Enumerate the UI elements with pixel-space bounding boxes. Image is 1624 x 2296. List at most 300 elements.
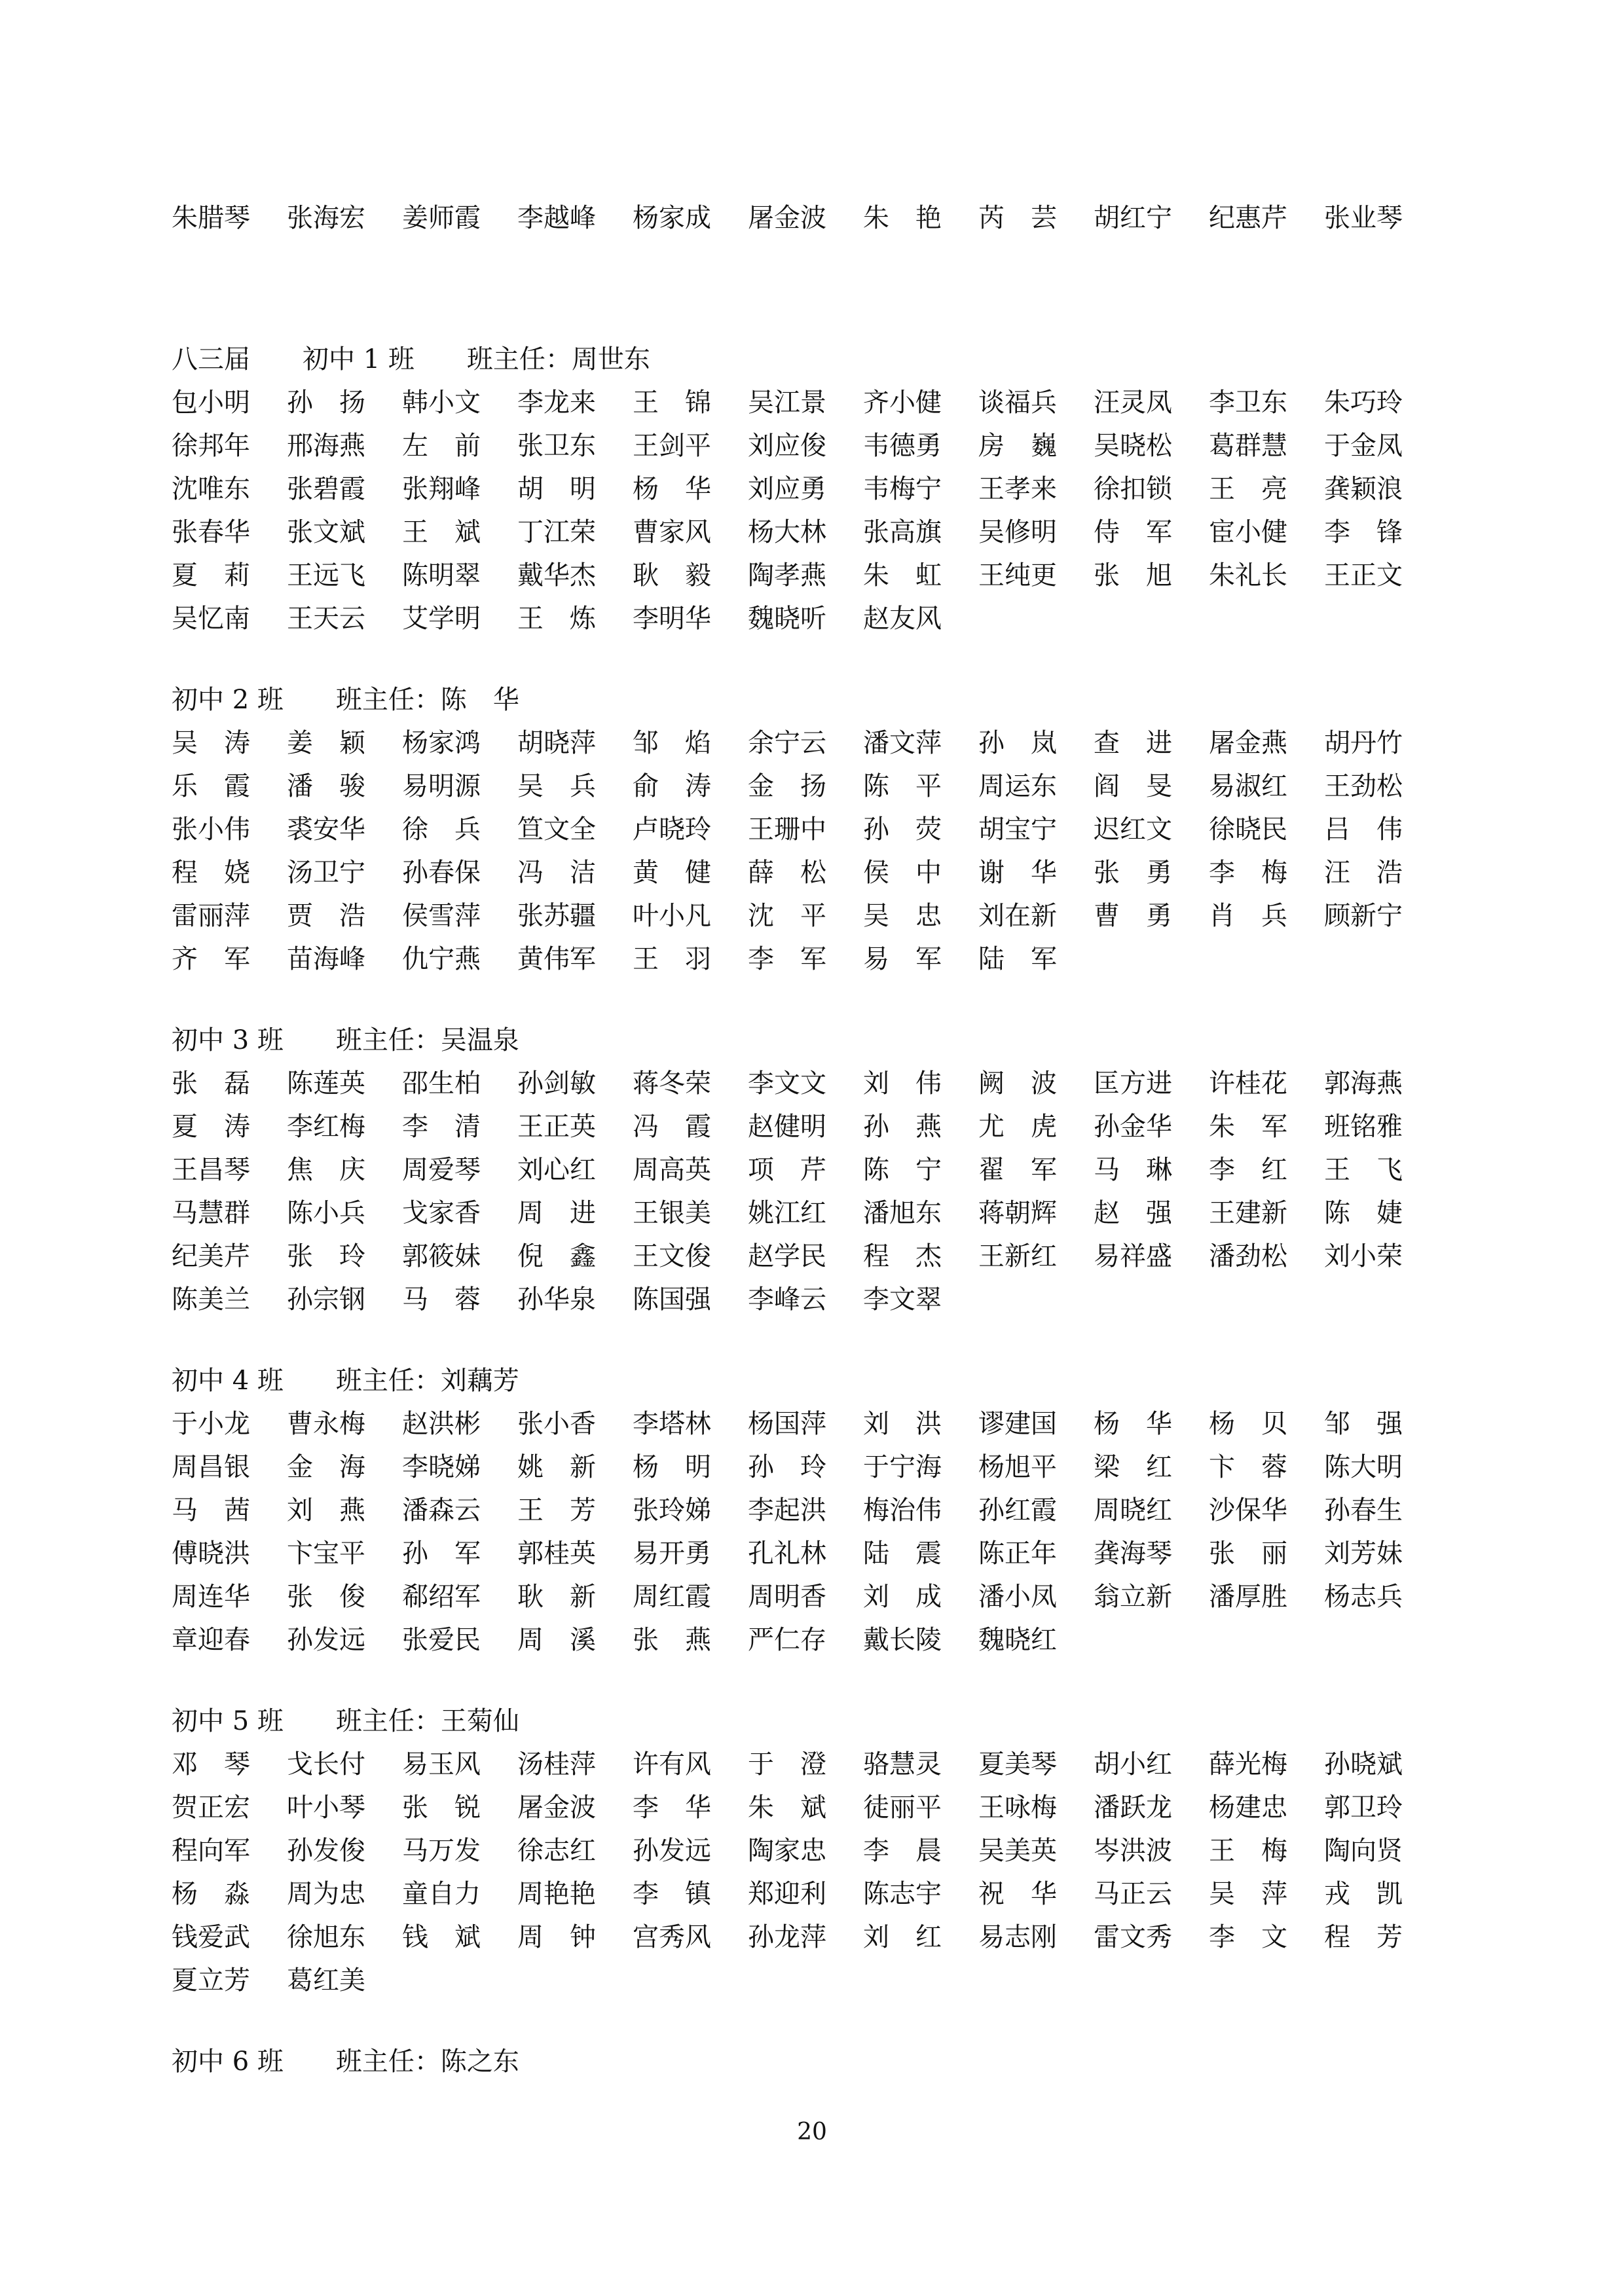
student-name: 薛 松 bbox=[748, 858, 826, 888]
student-name: 戈长付 bbox=[287, 1749, 365, 1779]
student-name: 梅治伟 bbox=[863, 1495, 942, 1525]
student-name: 孙发俊 bbox=[287, 1836, 365, 1866]
student-name: 朱腊琴 bbox=[172, 203, 250, 233]
student-name: 易淑红 bbox=[1209, 771, 1287, 801]
student-name: 王文俊 bbox=[633, 1241, 711, 1271]
student-name: 吴江景 bbox=[748, 388, 826, 418]
class-header bbox=[172, 338, 1429, 381]
student-name: 陶家忠 bbox=[748, 1836, 826, 1866]
student-name: 陶向贤 bbox=[1324, 1836, 1403, 1866]
student-name: 匡方进 bbox=[1094, 1068, 1172, 1099]
student-name: 左 前 bbox=[402, 431, 481, 461]
student-name: 孙龙萍 bbox=[748, 1922, 826, 1952]
student-name: 张小香 bbox=[517, 1409, 596, 1439]
student-name: 杨建忠 bbox=[1209, 1793, 1287, 1823]
student-name: 陈 婕 bbox=[1324, 1198, 1403, 1228]
student-name: 侯雪萍 bbox=[402, 901, 481, 931]
student-name: 徐邦年 bbox=[172, 431, 250, 461]
name-row bbox=[172, 721, 1429, 765]
name-row bbox=[172, 196, 1429, 240]
student-name: 冯 洁 bbox=[517, 858, 596, 888]
student-name: 张 丽 bbox=[1209, 1539, 1287, 1569]
student-name: 俞 涛 bbox=[633, 771, 711, 801]
student-name: 魏晓红 bbox=[978, 1625, 1057, 1655]
student-name: 程 杰 bbox=[863, 1241, 942, 1271]
student-name: 纪美芹 bbox=[172, 1241, 250, 1271]
student-name: 王 亮 bbox=[1209, 474, 1287, 504]
student-name: 吴美英 bbox=[978, 1836, 1057, 1866]
student-name: 沈 平 bbox=[748, 901, 826, 931]
student-name: 潘 骏 bbox=[287, 771, 365, 801]
student-name: 张卫东 bbox=[517, 431, 596, 461]
student-name: 徒丽平 bbox=[863, 1793, 942, 1823]
name-row bbox=[172, 1105, 1429, 1148]
student-name: 李 晨 bbox=[863, 1836, 942, 1866]
student-name: 王正文 bbox=[1324, 560, 1403, 591]
class-section bbox=[172, 1700, 1429, 2002]
student-name: 叶小凡 bbox=[633, 901, 711, 931]
student-name: 王银美 bbox=[633, 1198, 711, 1228]
student-name: 孙晓斌 bbox=[1324, 1749, 1403, 1779]
student-name: 王正英 bbox=[517, 1112, 596, 1142]
class-name: 初中 6 班 bbox=[172, 2047, 284, 2077]
student-name: 杨 淼 bbox=[172, 1879, 250, 1909]
student-name: 韩小文 bbox=[402, 388, 481, 418]
student-name: 杨 贝 bbox=[1209, 1409, 1287, 1439]
student-name: 程 芳 bbox=[1324, 1922, 1403, 1952]
homeroom-teacher: 班主任：周世东 bbox=[466, 344, 650, 374]
student-name: 张 磊 bbox=[172, 1068, 250, 1099]
student-name: 贺正宏 bbox=[172, 1793, 250, 1823]
student-name: 张 玲 bbox=[287, 1241, 365, 1271]
student-name: 李峰云 bbox=[748, 1285, 826, 1315]
student-name: 胡红宁 bbox=[1094, 203, 1172, 233]
name-row bbox=[172, 1062, 1429, 1105]
student-name: 吴 萍 bbox=[1209, 1879, 1287, 1909]
class-section bbox=[172, 678, 1429, 981]
student-name: 李 镇 bbox=[633, 1879, 711, 1909]
student-name: 易明源 bbox=[402, 771, 481, 801]
student-name: 杨 华 bbox=[633, 474, 711, 504]
student-name: 薛光梅 bbox=[1209, 1749, 1287, 1779]
student-name: 曹 勇 bbox=[1094, 901, 1172, 931]
student-name: 潘厚胜 bbox=[1209, 1582, 1287, 1612]
student-name: 李塔林 bbox=[633, 1409, 711, 1439]
student-name: 王 芳 bbox=[517, 1495, 596, 1525]
class-header bbox=[172, 1700, 1429, 1743]
student-name: 孙 燕 bbox=[863, 1112, 942, 1142]
student-name: 屠金波 bbox=[748, 203, 826, 233]
student-name: 陈小兵 bbox=[287, 1198, 365, 1228]
student-name: 齐 军 bbox=[172, 944, 250, 974]
student-name: 余宁云 bbox=[748, 728, 826, 758]
class-name: 初中 3 班 bbox=[172, 1025, 284, 1055]
student-name: 李 军 bbox=[748, 944, 826, 974]
student-name: 曹永梅 bbox=[287, 1409, 365, 1439]
student-name: 周艳艳 bbox=[517, 1879, 596, 1909]
student-name: 胡晓萍 bbox=[517, 728, 596, 758]
student-name: 王远飞 bbox=[287, 560, 365, 591]
student-name: 赵健明 bbox=[748, 1112, 826, 1142]
name-row bbox=[172, 1402, 1429, 1446]
student-name: 赵学民 bbox=[748, 1241, 826, 1271]
student-name: 潘文萍 bbox=[863, 728, 942, 758]
student-name: 项 芹 bbox=[748, 1155, 826, 1185]
student-name: 孙春生 bbox=[1324, 1495, 1403, 1525]
student-name: 戴华杰 bbox=[517, 560, 596, 591]
class-name: 初中 2 班 bbox=[172, 685, 284, 715]
student-name: 卞宝平 bbox=[287, 1539, 365, 1569]
student-name: 刘 红 bbox=[863, 1922, 942, 1952]
student-name: 李 梅 bbox=[1209, 858, 1287, 888]
student-name: 吴 忠 bbox=[863, 901, 942, 931]
student-name: 潘旭东 bbox=[863, 1198, 942, 1228]
student-name: 孔礼林 bbox=[748, 1539, 826, 1569]
student-name: 潘劲松 bbox=[1209, 1241, 1287, 1271]
name-row bbox=[172, 1532, 1429, 1575]
student-name: 葛红美 bbox=[287, 1965, 365, 1995]
student-name: 朱 军 bbox=[1209, 1112, 1287, 1142]
student-name: 杨旭平 bbox=[978, 1452, 1057, 1482]
section-gap bbox=[172, 1321, 1429, 1359]
class-header bbox=[172, 2040, 1429, 2083]
name-row bbox=[172, 1446, 1429, 1489]
student-name: 阎 旻 bbox=[1094, 771, 1172, 801]
student-name: 童自力 bbox=[402, 1879, 481, 1909]
student-name: 卞 蓉 bbox=[1209, 1452, 1287, 1482]
homeroom-teacher: 班主任：吴温泉 bbox=[335, 1025, 519, 1055]
student-name: 曹家风 bbox=[633, 517, 711, 547]
student-name: 马正云 bbox=[1094, 1879, 1172, 1909]
student-name: 潘小凤 bbox=[978, 1582, 1057, 1612]
student-name: 房 巍 bbox=[978, 431, 1057, 461]
student-name: 屠金燕 bbox=[1209, 728, 1287, 758]
student-name: 张 锐 bbox=[402, 1793, 481, 1823]
student-name: 徐志红 bbox=[517, 1836, 596, 1866]
student-name: 谈福兵 bbox=[978, 388, 1057, 418]
student-name: 陈莲英 bbox=[287, 1068, 365, 1099]
student-name: 朱 艳 bbox=[863, 203, 942, 233]
student-name: 陈志宇 bbox=[863, 1879, 942, 1909]
name-row bbox=[172, 467, 1429, 511]
student-name: 张玲娣 bbox=[633, 1495, 711, 1525]
student-name: 谢 华 bbox=[978, 858, 1057, 888]
student-name: 陈美兰 bbox=[172, 1285, 250, 1315]
student-name: 郭桂英 bbox=[517, 1539, 596, 1569]
name-row bbox=[172, 1575, 1429, 1618]
student-name: 周运东 bbox=[978, 771, 1057, 801]
name-row bbox=[172, 1235, 1429, 1278]
student-name: 胡小红 bbox=[1094, 1749, 1172, 1779]
student-name: 孙华泉 bbox=[517, 1285, 596, 1315]
student-name: 梁 红 bbox=[1094, 1452, 1172, 1482]
name-row bbox=[172, 894, 1429, 938]
student-name: 王 梅 bbox=[1209, 1836, 1287, 1866]
student-name: 王 炼 bbox=[517, 604, 596, 634]
student-name: 金 扬 bbox=[748, 771, 826, 801]
student-name: 胡宝宁 bbox=[978, 814, 1057, 845]
student-name: 张苏疆 bbox=[517, 901, 596, 931]
student-name: 于宁海 bbox=[863, 1452, 942, 1482]
student-name: 于小龙 bbox=[172, 1409, 250, 1439]
student-name: 王劲松 bbox=[1324, 771, 1403, 801]
student-name: 李文文 bbox=[748, 1068, 826, 1099]
student-name: 程向军 bbox=[172, 1836, 250, 1866]
student-name: 吴修明 bbox=[978, 517, 1057, 547]
student-name: 吴 兵 bbox=[517, 771, 596, 801]
student-name: 邢海燕 bbox=[287, 431, 365, 461]
name-row bbox=[172, 1959, 1429, 2002]
student-name: 李红梅 bbox=[287, 1112, 365, 1142]
student-name: 周明香 bbox=[748, 1582, 826, 1612]
student-name: 周 溪 bbox=[517, 1625, 596, 1655]
name-row bbox=[172, 1786, 1429, 1829]
student-name: 李 红 bbox=[1209, 1155, 1287, 1185]
student-name: 钱爱武 bbox=[172, 1922, 250, 1952]
student-name: 邹 焰 bbox=[633, 728, 711, 758]
student-name: 徐晓民 bbox=[1209, 814, 1287, 845]
student-name: 孙 玲 bbox=[748, 1452, 826, 1482]
homeroom-teacher: 班主任：陈 华 bbox=[335, 685, 519, 715]
student-name: 屠金波 bbox=[517, 1793, 596, 1823]
section-gap bbox=[172, 981, 1429, 1019]
student-name: 迟红文 bbox=[1094, 814, 1172, 845]
student-name: 杨 华 bbox=[1094, 1409, 1172, 1439]
student-name: 贾 浩 bbox=[287, 901, 365, 931]
student-name: 戎 凯 bbox=[1324, 1879, 1403, 1909]
student-name: 孙宗钢 bbox=[287, 1285, 365, 1315]
class-section bbox=[172, 338, 1429, 640]
student-name: 孙金华 bbox=[1094, 1112, 1172, 1142]
name-row bbox=[172, 938, 1429, 981]
student-name: 谬建国 bbox=[978, 1409, 1057, 1439]
student-name: 潘森云 bbox=[402, 1495, 481, 1525]
student-name: 张业琴 bbox=[1324, 203, 1403, 233]
name-row bbox=[172, 1872, 1429, 1916]
student-name: 章迎春 bbox=[172, 1625, 250, 1655]
student-name: 龚颖浪 bbox=[1324, 474, 1403, 504]
student-name: 易祥盛 bbox=[1094, 1241, 1172, 1271]
student-name: 周高英 bbox=[633, 1155, 711, 1185]
student-name: 汪灵凤 bbox=[1094, 388, 1172, 418]
student-name: 王咏梅 bbox=[978, 1793, 1057, 1823]
student-name: 张 俊 bbox=[287, 1582, 365, 1612]
student-name: 许桂花 bbox=[1209, 1068, 1287, 1099]
student-name: 张 勇 bbox=[1094, 858, 1172, 888]
student-name: 汪 浩 bbox=[1324, 858, 1403, 888]
student-name: 易志刚 bbox=[978, 1922, 1057, 1952]
cohort-label: 八三届 bbox=[172, 344, 250, 374]
student-name: 姚江红 bbox=[748, 1198, 826, 1228]
student-name: 刘芳妹 bbox=[1324, 1539, 1403, 1569]
student-name: 陈 平 bbox=[863, 771, 942, 801]
student-name: 胡 明 bbox=[517, 474, 596, 504]
student-name: 周 钟 bbox=[517, 1922, 596, 1952]
student-name: 徐 兵 bbox=[402, 814, 481, 845]
page-number: 20 bbox=[797, 2119, 827, 2145]
name-row bbox=[172, 765, 1429, 808]
student-name: 张 燕 bbox=[633, 1625, 711, 1655]
student-name: 张高旗 bbox=[863, 517, 942, 547]
student-name: 孙 扬 bbox=[287, 388, 365, 418]
student-name: 刘在新 bbox=[978, 901, 1057, 931]
student-name: 蒋朝辉 bbox=[978, 1198, 1057, 1228]
name-row bbox=[172, 1148, 1429, 1192]
section-gap bbox=[172, 1662, 1429, 1700]
student-name: 王 锦 bbox=[633, 388, 711, 418]
student-name: 齐小健 bbox=[863, 388, 942, 418]
student-name: 陈正年 bbox=[978, 1539, 1057, 1569]
student-name: 耿 新 bbox=[517, 1582, 596, 1612]
student-name: 周昌银 bbox=[172, 1452, 250, 1482]
student-name: 肖 兵 bbox=[1209, 901, 1287, 931]
student-name: 朱 虹 bbox=[863, 560, 942, 591]
student-name: 侯 中 bbox=[863, 858, 942, 888]
name-row bbox=[172, 597, 1429, 640]
student-name: 周红霞 bbox=[633, 1582, 711, 1612]
student-name: 张碧霞 bbox=[287, 474, 365, 504]
student-name: 张爱民 bbox=[402, 1625, 481, 1655]
student-name: 张小伟 bbox=[172, 814, 250, 845]
student-name: 岑洪波 bbox=[1094, 1836, 1172, 1866]
name-row bbox=[172, 1743, 1429, 1786]
student-name: 蒋冬荣 bbox=[633, 1068, 711, 1099]
student-name: 李越峰 bbox=[517, 203, 596, 233]
student-name: 徐旭东 bbox=[287, 1922, 365, 1952]
student-name: 陈明翠 bbox=[402, 560, 481, 591]
student-name: 马 蓉 bbox=[402, 1285, 481, 1315]
student-name: 张春华 bbox=[172, 517, 250, 547]
student-name: 郑迎利 bbox=[748, 1879, 826, 1909]
student-name: 孙发远 bbox=[633, 1836, 711, 1866]
student-name: 祝 华 bbox=[978, 1879, 1057, 1909]
student-name: 张 旭 bbox=[1094, 560, 1172, 591]
student-name: 杨志兵 bbox=[1324, 1582, 1403, 1612]
student-name: 沈唯东 bbox=[172, 474, 250, 504]
student-name: 刘 成 bbox=[863, 1582, 942, 1612]
student-name: 周爱琴 bbox=[402, 1155, 481, 1185]
student-name: 班铭雅 bbox=[1324, 1112, 1403, 1142]
student-name: 马 琳 bbox=[1094, 1155, 1172, 1185]
student-name: 戴长陵 bbox=[863, 1625, 942, 1655]
class-header bbox=[172, 1359, 1429, 1402]
student-name: 吴 涛 bbox=[172, 728, 250, 758]
student-name: 夏 涛 bbox=[172, 1112, 250, 1142]
student-name: 朱礼长 bbox=[1209, 560, 1287, 591]
name-row bbox=[172, 1916, 1429, 1959]
student-name: 刘小荣 bbox=[1324, 1241, 1403, 1271]
name-row bbox=[172, 1618, 1429, 1662]
student-name: 陶孝燕 bbox=[748, 560, 826, 591]
student-name: 王纯更 bbox=[978, 560, 1057, 591]
student-name: 雷文秀 bbox=[1094, 1922, 1172, 1952]
student-name: 李龙来 bbox=[517, 388, 596, 418]
student-name: 赵友风 bbox=[863, 604, 942, 634]
student-name: 严仁存 bbox=[748, 1625, 826, 1655]
student-name: 查 进 bbox=[1094, 728, 1172, 758]
roster-content bbox=[172, 196, 1429, 2083]
name-row bbox=[172, 511, 1429, 554]
student-name: 李 华 bbox=[633, 1793, 711, 1823]
student-name: 邹 强 bbox=[1324, 1409, 1403, 1439]
student-name: 许有风 bbox=[633, 1749, 711, 1779]
student-name: 胡丹竹 bbox=[1324, 728, 1403, 758]
name-row bbox=[172, 381, 1429, 424]
student-name: 李晓娣 bbox=[402, 1452, 481, 1482]
student-name: 张翔峰 bbox=[402, 474, 481, 504]
student-name: 杨大林 bbox=[748, 517, 826, 547]
student-name: 翟 军 bbox=[978, 1155, 1057, 1185]
student-name: 孙 岚 bbox=[978, 728, 1057, 758]
student-name: 王珊中 bbox=[748, 814, 826, 845]
student-name: 王新红 bbox=[978, 1241, 1057, 1271]
student-name: 赵 强 bbox=[1094, 1198, 1172, 1228]
student-name: 李 锋 bbox=[1324, 517, 1403, 547]
student-name: 吴晓松 bbox=[1094, 431, 1172, 461]
student-name: 刘 洪 bbox=[863, 1409, 942, 1439]
homeroom-teacher: 班主任：刘藕芳 bbox=[335, 1366, 519, 1396]
student-name: 沙保华 bbox=[1209, 1495, 1287, 1525]
student-name: 张海宏 bbox=[287, 203, 365, 233]
student-name: 李 清 bbox=[402, 1112, 481, 1142]
student-name: 刘 伟 bbox=[863, 1068, 942, 1099]
student-name: 葛群慧 bbox=[1209, 431, 1287, 461]
student-name: 吴忆南 bbox=[172, 604, 250, 634]
student-name: 易开勇 bbox=[633, 1539, 711, 1569]
student-name: 孙红霞 bbox=[978, 1495, 1057, 1525]
student-name: 姜师霞 bbox=[402, 203, 481, 233]
student-name: 马 茜 bbox=[172, 1495, 250, 1525]
student-name: 笪文全 bbox=[517, 814, 596, 845]
homeroom-teacher: 班主任：陈之东 bbox=[335, 2047, 519, 2077]
student-name: 阙 波 bbox=[978, 1068, 1057, 1099]
student-name: 马慧群 bbox=[172, 1198, 250, 1228]
student-name: 王 羽 bbox=[633, 944, 711, 974]
student-name: 郭筱妹 bbox=[402, 1241, 481, 1271]
name-row bbox=[172, 851, 1429, 894]
student-name: 孙 军 bbox=[402, 1539, 481, 1569]
class-section bbox=[172, 1359, 1429, 1662]
student-name: 骆慧灵 bbox=[863, 1749, 942, 1779]
student-name: 郭卫玲 bbox=[1324, 1793, 1403, 1823]
student-name: 李明华 bbox=[633, 604, 711, 634]
student-name: 仇宁燕 bbox=[402, 944, 481, 974]
student-name: 尤 虎 bbox=[978, 1112, 1057, 1142]
student-name: 吕 伟 bbox=[1324, 814, 1403, 845]
student-name: 刘 燕 bbox=[287, 1495, 365, 1525]
class-name: 初中 4 班 bbox=[172, 1366, 284, 1396]
student-name: 傅晓洪 bbox=[172, 1539, 250, 1569]
student-name: 裘安华 bbox=[287, 814, 365, 845]
student-name: 周连华 bbox=[172, 1582, 250, 1612]
homeroom-teacher: 班主任：王菊仙 bbox=[335, 1706, 519, 1736]
student-name: 于 澄 bbox=[748, 1749, 826, 1779]
student-name: 芮 芸 bbox=[978, 203, 1057, 233]
student-name: 李 文 bbox=[1209, 1922, 1287, 1952]
student-name: 龚海琴 bbox=[1094, 1539, 1172, 1569]
student-name: 周 进 bbox=[517, 1198, 596, 1228]
student-name: 朱 斌 bbox=[748, 1793, 826, 1823]
student-name: 王 斌 bbox=[402, 517, 481, 547]
student-name: 陈大明 bbox=[1324, 1452, 1403, 1482]
student-name: 孙 荧 bbox=[863, 814, 942, 845]
name-row bbox=[172, 554, 1429, 597]
student-name: 翁立新 bbox=[1094, 1582, 1172, 1612]
student-name: 戈家香 bbox=[402, 1198, 481, 1228]
student-name: 冯 霞 bbox=[633, 1112, 711, 1142]
name-row bbox=[172, 808, 1429, 851]
student-name: 易玉风 bbox=[402, 1749, 481, 1779]
